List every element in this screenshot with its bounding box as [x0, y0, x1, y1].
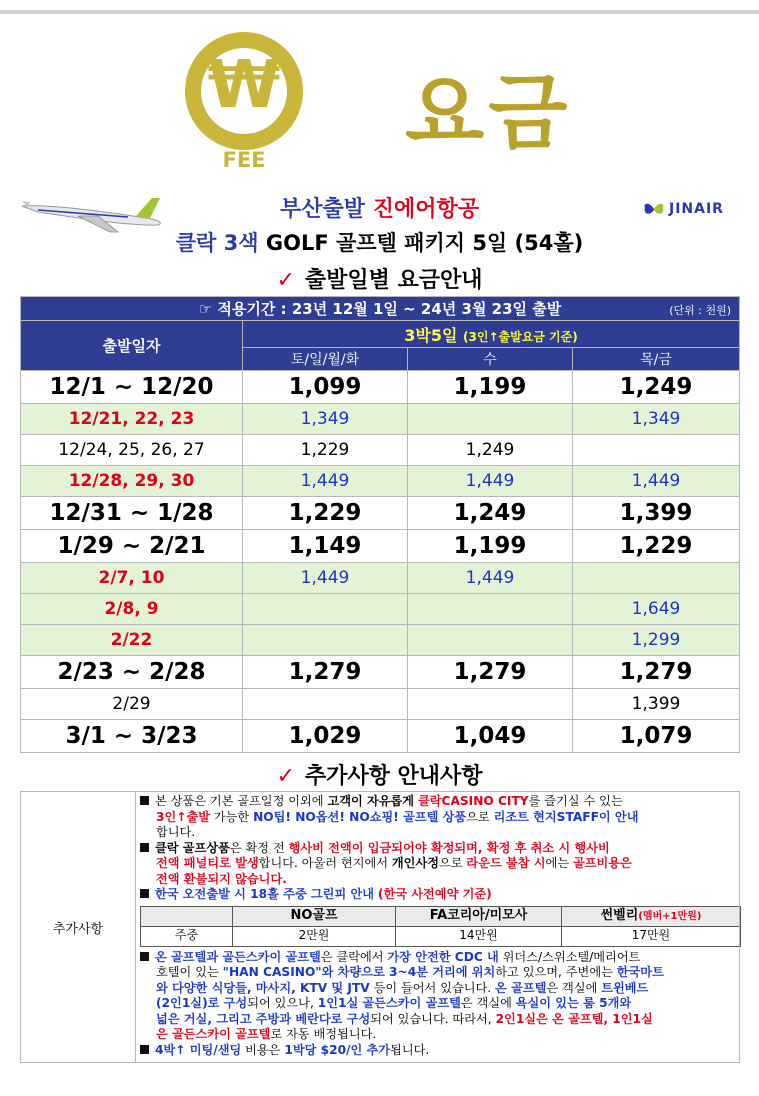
- table-row: 2/29 1,399: [21, 689, 740, 720]
- table-row: 1/29 ~ 2/21 1,149 1,199 1,229: [21, 530, 740, 563]
- table-row: 2/22 1,299: [21, 625, 740, 656]
- bullet-icon: [140, 843, 149, 852]
- check-icon: ✓: [276, 268, 295, 293]
- table-row: 12/31 ~ 1/28 1,229 1,249 1,399: [21, 497, 740, 530]
- fare-heading: ✓ 출발일별 요금안내: [276, 268, 483, 293]
- table-row: 12/1 ~ 12/20 1,099 1,199 1,249: [21, 371, 740, 404]
- package-line: 클락 3색 GOLF 골프텔 패키지 5일 (54홀): [175, 231, 584, 255]
- unit-label: (단위 : 천원): [669, 304, 731, 317]
- butterfly-icon: [643, 201, 665, 217]
- top-divider: [0, 10, 759, 14]
- note-1: 본 상품은 기본 골프일정 이외에 고객이 자유롭게 클락CASINO CITY를 즐기실 수 있는: [140, 794, 733, 810]
- extra-notes: 본 상품은 기본 골프일정 이외에 고객이 자유롭게 클락CASINO CITY를 즐기실 수 있는 3인↑출발 가능한 NO팁! NO옵션! NO쇼핑! 골프텔 상품으로 리조트 현지STAFF이 안내 합니다. 클락 골프상품은 확정 전 행사비 전액이 입금되어야 확정되며, 확정 후 취소 시 행사비 전액 패널티로 발생합니다. 아울러 현지에서 개인사정으로 라운드 불참 시에는 골프비용은 전액 환불되지 않습니다. 한국 오전출발 시 18홀 주중 그린피 안내 (한국 사전예약 기준) NO골프 FA코리아/미모사 썬벨리(멤버+1만원) 주중 2만원 14만원 17만원 온 골프텔과 골든스카이 골프텔은 클락에서 가장 안전한 CDC 내 위더스/스위소텔/메리어트 호텔이 있는 "HAN CASINO"와 차량으로 3~4분 거리에 위치하고 있으며, 주변에는 한국마트 와 다양한 식당들, 마사지, KTV 및 JTV 등이 들어서 있습니다. 온 골프텔은 객실에 트윈베드 (2인1실)로 구성되어 있으나, 1인1실 골든스카이 골프텔은 객실에 욕실이 있는 룸 5개와 넓은 거실, 그리고 주방과 베란다로 구성되어 있습니다. 따라서, 2인1실은 온 골프텔, 1인1실 은 골든스카이 골프텔로 자동 배정됩니다. 4박↑ 미팅/샌딩 비용은 1박당 $20/인 추가됩니다.: [136, 792, 740, 1063]
- note-5: 4박↑ 미팅/샌딩 비용은 1박당 $20/인 추가됩니다.: [140, 1043, 733, 1059]
- check-icon: ✓: [276, 764, 295, 789]
- table-row: 2/8, 9 1,649: [21, 594, 740, 625]
- bullet-icon: [140, 952, 149, 961]
- plan-header: 3박5일 (3인↑출발요금 기준): [243, 321, 740, 348]
- fare-table: [20, 296, 740, 753]
- extra-label: 추가사항: [21, 792, 136, 1063]
- bullet-icon: [140, 796, 149, 805]
- table-row: 12/24, 25, 26, 27 1,229 1,249: [21, 435, 740, 466]
- jinair-logo: JINAIR: [643, 201, 724, 217]
- day-header-row: 토/일/월/화 수 목/금: [21, 348, 740, 371]
- fee-coin-icon: [185, 32, 303, 150]
- note-3: 한국 오전출발 시 18홀 주중 그린피 안내 (한국 사전예약 기준): [140, 887, 733, 903]
- route-line: 부산출발 진에어항공: [280, 197, 479, 222]
- extra-heading: ✓ 추가사항 안내사항: [276, 764, 483, 789]
- table-row: 2/23 ~ 2/28 1,279 1,279 1,279: [21, 656, 740, 689]
- won-symbol: ₩: [207, 46, 281, 123]
- table-row: 12/21, 22, 23 1,349 1,349: [21, 404, 740, 435]
- period-row: ☞ 적용기간 : 23년 12월 1일 ~ 24년 3월 23일 출발 (단위 : 천원): [21, 297, 740, 321]
- extra-info-table: [20, 791, 740, 1063]
- page-title: 요금: [405, 66, 572, 161]
- bullet-icon: [140, 889, 149, 898]
- bullet-icon: [140, 1045, 149, 1054]
- note-2: 클락 골프상품은 확정 전 행사비 전액이 입금되어야 확정되며, 확정 후 취소 시 행사비: [140, 841, 733, 857]
- table-row: 3/1 ~ 3/23 1,029 1,049 1,079: [21, 720, 740, 753]
- col-date-header: 출발일자: [21, 321, 243, 371]
- table-row: 12/28, 29, 30 1,449 1,449 1,449: [21, 466, 740, 497]
- coin-label: FEE: [222, 148, 266, 172]
- note-4: 온 골프텔과 골든스카이 골프텔은 클락에서 가장 안전한 CDC 내 위더스/스위소텔/메리어트: [140, 950, 733, 966]
- green-fee-table: NO골프 FA코리아/미모사 썬벨리(멤버+1만원) 주중 2만원 14만원 17만원: [140, 906, 741, 947]
- table-row: 2/7, 10 1,449 1,449: [21, 563, 740, 594]
- header-row: [21, 321, 740, 348]
